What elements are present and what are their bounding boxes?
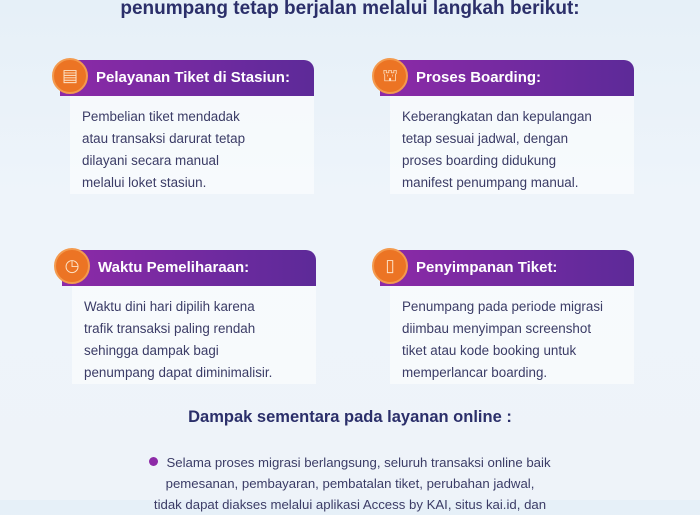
card-line: penumpang dapat diminimalisir. bbox=[84, 365, 273, 380]
card-line: Pembelian tiket mendadak bbox=[82, 109, 240, 124]
clock-icon: ◷ bbox=[54, 248, 90, 284]
card-line: tiket atau kode booking untuk bbox=[402, 343, 577, 358]
boarding-gate-icon: ⛫ bbox=[372, 58, 408, 94]
card-heading: Waktu Pemeliharaan: bbox=[62, 250, 316, 286]
card-line: manifest penumpang manual. bbox=[402, 175, 579, 190]
card-heading: Penyimpanan Tiket: bbox=[380, 250, 634, 286]
bullet-dot-icon bbox=[149, 457, 158, 466]
card-line: dilayani secara manual bbox=[82, 153, 219, 168]
card-body bbox=[70, 96, 314, 194]
card-line: proses boarding didukung bbox=[402, 153, 557, 168]
card-line: tetap sesuai jadwal, dengan bbox=[402, 131, 569, 146]
card-heading: Pelayanan Tiket di Stasiun: bbox=[60, 60, 314, 96]
card-line: Waktu dini hari dipilih karena bbox=[84, 299, 255, 314]
card-line: Penumpang pada periode migrasi bbox=[402, 299, 603, 314]
card-line: atau transaksi darurat tetap bbox=[82, 131, 246, 146]
impact-bullet bbox=[0, 452, 700, 515]
card-body bbox=[390, 96, 634, 194]
phone-ticket-icon: ▯ bbox=[372, 248, 408, 284]
card-line: memperlancar boarding. bbox=[402, 365, 548, 380]
card-body bbox=[72, 286, 316, 384]
page-title: penumpang tetap berjalan melalui langkah berikut: bbox=[120, 0, 580, 19]
card-line: sehingga dampak bagi bbox=[84, 343, 219, 358]
card-line: diimbau menyimpan screenshot bbox=[402, 321, 592, 336]
card-heading: Proses Boarding: bbox=[380, 60, 634, 96]
card-line: trafik transaksi paling rendah bbox=[84, 321, 256, 336]
impact-heading: Dampak sementara pada layanan online : bbox=[188, 408, 512, 426]
bullet-line: tidak dapat diakses melalui aplikasi Access by KAI, situs kai.id, dan bbox=[153, 497, 547, 512]
bullet-text: Selama proses migrasi berlangsung, seluruh transaksi online baik bbox=[166, 455, 551, 470]
card-line: Keberangkatan dan kepulangan bbox=[402, 109, 592, 124]
card-body bbox=[390, 286, 634, 384]
card-line: melalui loket stasiun. bbox=[82, 175, 207, 190]
ticket-counter-icon: ▤ bbox=[52, 58, 88, 94]
bullet-line bbox=[0, 452, 700, 473]
bullet-line: pemesanan, pembayaran, pembatalan tiket, perubahan jadwal, bbox=[165, 476, 535, 491]
